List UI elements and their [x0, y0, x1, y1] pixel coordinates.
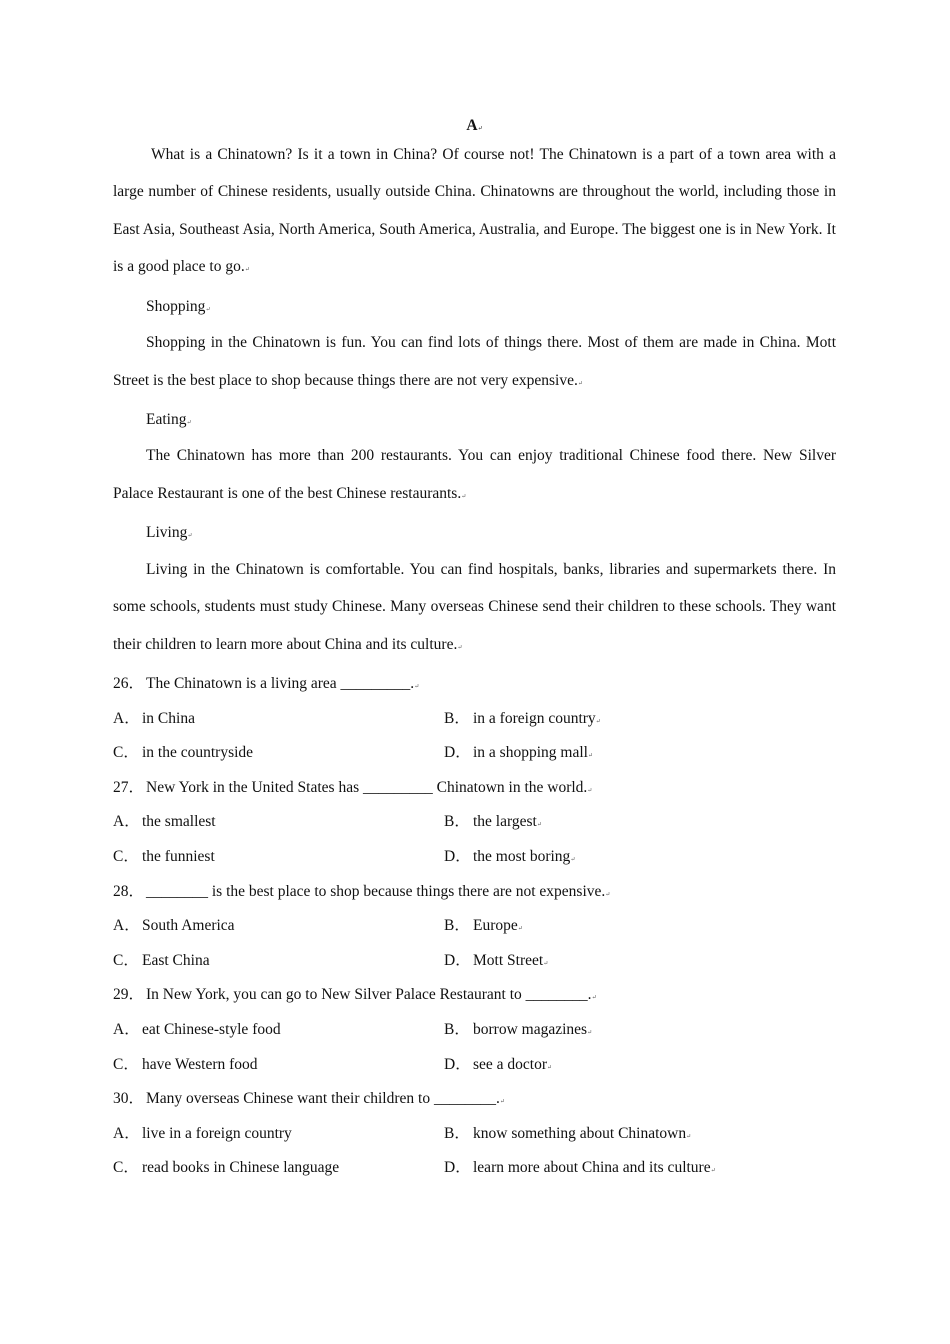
- option-letter: B．: [444, 813, 470, 831]
- option-d[interactable]: [444, 1048, 552, 1083]
- option-text: borrow magazines: [473, 1020, 588, 1038]
- option-letter: A．: [113, 1020, 140, 1038]
- paragraph-mark-icon: ↵: [577, 380, 583, 387]
- options-row: [113, 909, 836, 944]
- option-text: in a shopping mall: [473, 744, 588, 762]
- option-text: the largest: [473, 813, 537, 831]
- option-text: live in a foreign country: [142, 1124, 292, 1142]
- question-stem: New York in the United States has _________ Chinatown in the world.: [146, 778, 588, 796]
- option-letter: D．: [444, 1055, 471, 1073]
- options-row: [113, 702, 836, 737]
- options-row: [113, 736, 836, 771]
- paragraph-mark-icon: ↵: [414, 683, 420, 690]
- paragraph-mark-icon: ↵: [595, 718, 601, 725]
- options-row: [113, 1013, 836, 1048]
- option-letter: A．: [113, 813, 140, 831]
- option-text: in a foreign country: [473, 709, 596, 727]
- option-letter: C．: [113, 1055, 139, 1073]
- option-letter: D．: [444, 744, 471, 762]
- option-letter: C．: [113, 744, 139, 762]
- option-letter: A．: [113, 1124, 140, 1142]
- option-b[interactable]: [444, 1117, 691, 1152]
- paragraph-mark-icon: ↵: [186, 419, 192, 426]
- option-letter: B．: [444, 1124, 470, 1142]
- option-letter: C．: [113, 1159, 139, 1177]
- option-text: in China: [142, 709, 195, 727]
- option-a[interactable]: [113, 1117, 444, 1152]
- options-row: [113, 805, 836, 840]
- option-d[interactable]: [444, 944, 548, 979]
- option-text: learn more about China and its culture: [473, 1159, 711, 1177]
- paragraph-mark-icon: ↵: [461, 493, 467, 500]
- option-text: Europe: [473, 917, 518, 935]
- paragraph-mark-icon: ↵: [587, 753, 593, 760]
- question-28: [113, 875, 836, 910]
- option-b[interactable]: [444, 702, 601, 737]
- paragraph-mark-icon: ↵: [536, 822, 542, 829]
- question-number: 28．: [113, 882, 145, 900]
- question-number: 29．: [113, 986, 145, 1004]
- option-text: East China: [142, 951, 210, 969]
- section-heading-shopping: Shopping↵: [146, 297, 211, 315]
- option-d[interactable]: [444, 736, 593, 771]
- option-letter: D．: [444, 951, 471, 969]
- option-letter: A．: [113, 917, 140, 935]
- option-letter: A．: [113, 709, 140, 727]
- section-heading-eating: Eating↵: [146, 410, 192, 428]
- option-text: have Western food: [142, 1055, 258, 1073]
- option-text: Mott Street: [473, 951, 544, 969]
- option-text: the most boring: [473, 847, 571, 865]
- option-text: see a doctor: [473, 1055, 548, 1073]
- option-text: the funniest: [142, 847, 215, 865]
- paragraph-mark-icon: ↵: [605, 891, 611, 898]
- paragraph-mark-icon: ↵: [547, 1064, 553, 1071]
- question-26: [113, 667, 836, 702]
- options-row: [113, 944, 836, 979]
- option-c[interactable]: [113, 840, 444, 875]
- paragraph-mark-icon: ↵: [477, 126, 483, 132]
- question-stem: The Chinatown is a living area _________.: [146, 674, 415, 692]
- option-letter: C．: [113, 847, 139, 865]
- paragraph-mark-icon: ↵: [457, 644, 463, 651]
- option-text: know something about Chinatown: [473, 1124, 687, 1142]
- option-letter: D．: [444, 847, 471, 865]
- passage-intro: What is a Chinatown? Is it a town in China? Of course not! The Chinatown is a part of a town area with a large number of Chinese residents, usually outside China. Chinatowns are throughout the world, including those in East Asia, Southeast Asia, North America, South America, Australia, and Europe. The biggest one is in New York. It is a good place to go.↵: [113, 146, 836, 276]
- section-text-shopping: Shopping in the Chinatown is fun. You can find lots of things there. Most of them are made in China. Mott Street is the best place to shop because things there are not very expensive.↵: [113, 334, 836, 389]
- option-a[interactable]: [113, 909, 444, 944]
- document-page: [113, 112, 836, 1186]
- paragraph-mark-icon: ↵: [686, 1133, 692, 1140]
- question-30: [113, 1082, 836, 1117]
- option-b[interactable]: [444, 805, 542, 840]
- option-text: the smallest: [142, 813, 216, 831]
- question-stem: Many overseas Chinese want their children to ________.: [146, 1090, 500, 1108]
- option-c[interactable]: [113, 944, 444, 979]
- paragraph-mark-icon: ↵: [591, 995, 597, 1002]
- passage-title: A↵: [466, 117, 483, 134]
- option-c[interactable]: [113, 1048, 444, 1083]
- option-a[interactable]: [113, 1013, 444, 1048]
- question-27: [113, 771, 836, 806]
- option-c[interactable]: [113, 1151, 444, 1186]
- option-letter: B．: [444, 917, 470, 935]
- question-29: [113, 978, 836, 1013]
- question-stem: ________ is the best place to shop because things there are not expensive.: [146, 882, 606, 900]
- paragraph-mark-icon: ↵: [543, 960, 549, 967]
- paragraph-mark-icon: ↵: [587, 787, 593, 794]
- option-a[interactable]: [113, 805, 444, 840]
- question-number: 30．: [113, 1090, 145, 1108]
- paragraph-mark-icon: ↵: [570, 856, 576, 863]
- section-text-living: Living in the Chinatown is comfortable. You can find hospitals, banks, libraries and supermarkets there. In some schools, students must study Chinese. Many overseas Chinese send their children to these schools. They want their children to learn more about China and its culture.↵: [113, 560, 836, 653]
- option-letter: D．: [444, 1159, 471, 1177]
- option-letter: C．: [113, 951, 139, 969]
- paragraph-mark-icon: ↵: [587, 1029, 593, 1036]
- section-text-eating: The Chinatown has more than 200 restaurants. You can enjoy traditional Chinese food there. New Silver Palace Restaurant is one of the best Chinese restaurants.↵: [113, 447, 836, 502]
- option-b[interactable]: [444, 909, 523, 944]
- paragraph-mark-icon: ↵: [710, 1168, 716, 1175]
- paragraph-mark-icon: ↵: [187, 533, 193, 540]
- option-a[interactable]: [113, 702, 444, 737]
- options-row: [113, 1117, 836, 1152]
- options-row: [113, 1151, 836, 1186]
- option-d[interactable]: [444, 1151, 716, 1186]
- section-heading-living: Living↵: [146, 524, 193, 542]
- option-text: read books in Chinese language: [142, 1159, 340, 1177]
- option-d[interactable]: [444, 840, 575, 875]
- options-row: [113, 1048, 836, 1083]
- paragraph-mark-icon: ↵: [244, 267, 250, 274]
- paragraph-mark-icon: ↵: [499, 1099, 505, 1106]
- option-b[interactable]: [444, 1013, 592, 1048]
- option-letter: B．: [444, 1020, 470, 1038]
- option-letter: B．: [444, 709, 470, 727]
- option-text: in the countryside: [142, 744, 254, 762]
- paragraph-mark-icon: ↵: [517, 926, 523, 933]
- paragraph-mark-icon: ↵: [205, 306, 211, 313]
- question-number: 26．: [113, 674, 145, 692]
- option-text: eat Chinese-style food: [142, 1020, 281, 1038]
- option-c[interactable]: [113, 736, 444, 771]
- options-row: [113, 840, 836, 875]
- option-text: South America: [142, 917, 235, 935]
- question-number: 27．: [113, 778, 145, 796]
- question-stem: In New York, you can go to New Silver Palace Restaurant to ________.: [146, 986, 592, 1004]
